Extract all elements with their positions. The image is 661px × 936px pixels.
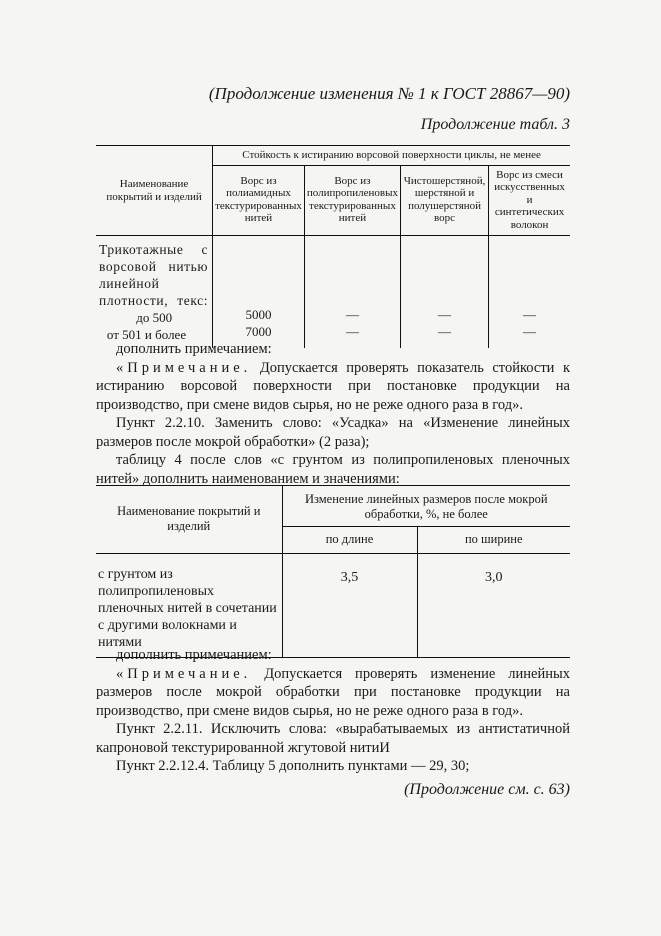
t3-col-name: Наименование покрытий и изделий [96,146,213,236]
t4-subcol-width: по ширине [417,527,570,554]
t3-row-label: от 501 и более [96,326,213,348]
note-label: «Примечание. [116,359,252,376]
text-block-1 [96,340,570,488]
t3-cell: — [401,326,489,348]
paragraph: дополнить примечанием: [116,647,272,663]
paragraph: Пункт 2.2.12.4. Таблицу 5 дополнить пунктами — 29, 30; [116,758,470,774]
document-header: (Продолжение изменения № 1 к ГОСТ 28867—90) [208,84,570,103]
paragraph: дополнить примечанием: [116,341,272,357]
t3-cell: — [304,309,400,326]
table-4 [96,485,570,658]
t4-row-label: с грунтом из полипропиленовых пленочных нитей в сочетании с другими волокнами и нитями [96,554,282,658]
t4-cell: 3,5 [282,554,417,658]
t4-cell: 3,0 [417,554,570,658]
t3-cell: — [304,326,400,348]
page-footer: (Продолжение см. с. 63) [404,781,570,798]
t3-product-name: Трикотажные с ворсовой нитью линейной плотности, текс: [96,236,213,310]
t3-cell: 5000 [213,309,305,326]
t3-group-header: Стойкость к истиранию ворсовой поверхности циклы, не менее [213,146,570,166]
t3-cell: 7000 [213,326,305,348]
t4-subcol-length: по длине [282,527,417,554]
table-continuation-label: Продолжение табл. 3 [420,116,570,133]
t4-group-header: Изменение линейных размеров после мокрой обработки, %, не более [282,486,570,527]
t3-subcol-polyamide: Ворс из полиамидных текстурированных нитей [213,165,305,236]
note-text: Допускается проверять изменение линейных размеров после мокрой обработки при постановке продукции на производство, при смене видов сырья, но не реже одного раза в год». [96,665,570,719]
paragraph: Пункт 2.2.10. Заменить слово: «Усадка» на «Изменение линейных размеров после мокрой обработки» (2 раза); [96,415,570,450]
note-paragraph [96,665,570,721]
note-text: Допускается проверять показатель стойкости к истиранию ворсовой поверхности при постановке продукции на производство, при смене видов сырья, но не реже одного раза в год». [96,359,570,413]
paragraph: Пункт 2.2.11. Исключить слова: «вырабатываемых из антистатичной капроновой текстурированной жгутовой нитиИ [96,721,570,756]
note-paragraph [96,359,570,415]
t3-subcol-mix: Ворс из смеси искусственных и синтетических волокон [489,165,570,236]
paragraph: таблицу 4 после слов «с грунтом из полипропиленовых пленочных нитей» дополнить наименованием и значениями: [96,452,570,487]
text-block-2 [96,646,570,776]
t3-cell: — [401,309,489,326]
t3-cell: — [489,309,570,326]
t3-cell: — [489,326,570,348]
table-3 [96,145,570,348]
t3-subcol-wool: Чистошерстяной, шерстяной и полушерстяной ворс [401,165,489,236]
note-label: «Примечание. [116,665,252,682]
t3-subcol-polypropylene: Ворс из полипропиленовых текстурированных нитей [304,165,400,236]
t3-row-label: до 500 [96,309,213,326]
t4-col-name: Наименование покрытий и изделий [96,486,282,554]
